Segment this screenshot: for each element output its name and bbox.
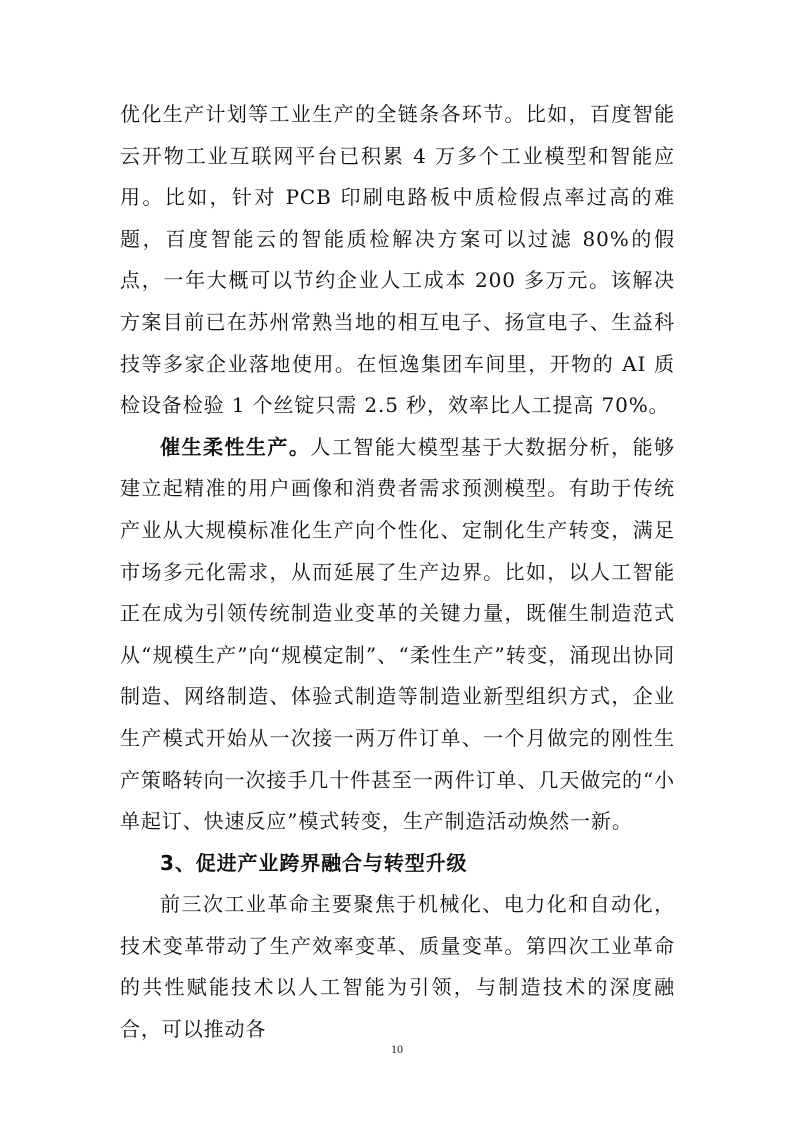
page-number: 10 (391, 1042, 403, 1056)
paragraph-body: 人工智能大模型基于大数据分析，能够建立起精准的用户画像和消费者需求预测模型。有助于传统产业从大规模标准化生产向个性化、定制化生产转变，满足市场多元化需求，从而延展了生产边界。比如，以人工智能正在成为引领传统制造业变革的关键力量，既催生制造范式从“规模生产”向“规模定制”、“柔性生产”转变，涌现出协同制造、网络制造、体验式制造等制造业新型组织方式，企业生产模式开始从一次接一两万件订单、一个月做完的刚性生产策略转向一次接手几十件甚至一两件订单、几天做完的“小单起订、快速反应”模式转变，生产制造活动焕然一新。 (120, 434, 675, 834)
paragraph-continued: 优化生产计划等工业生产的全链条各环节。比如，百度智能云开物工业互联网平台已积累 4 万多个工业模型和智能应用。比如，针对 PCB 印刷电路板中质检假点率过高的难题，百度智能云的智能质检解决方案可以过滤 80%的假点，一年大概可以节约企业人工成本 200 多万元。该解决方案目前已在苏州常熟当地的相互电子、扬宣电子、生益科技等多家企业落地使用。在恒逸集团车间里，开物的 AI 质检设备检验 1 个丝锭只需 2.5 秒，效率比人工提高 70%。 (120, 102, 675, 418)
paragraph-lead-heading: 催生柔性生产。 (160, 434, 311, 459)
paragraph-flexible-production (120, 427, 675, 843)
section-heading: 3、促进产业跨界融合与转型升级 (160, 850, 468, 875)
paragraph-industrial-revolution: 前三次工业革命主要聚焦于机械化、电力化和自动化，技术变革带动了生产效率变革、质量变革。第四次工业革命的共性赋能技术以人工智能为引领，与制造技术的深度融合，可以推动各 (120, 892, 675, 1042)
document-body (120, 94, 675, 1051)
